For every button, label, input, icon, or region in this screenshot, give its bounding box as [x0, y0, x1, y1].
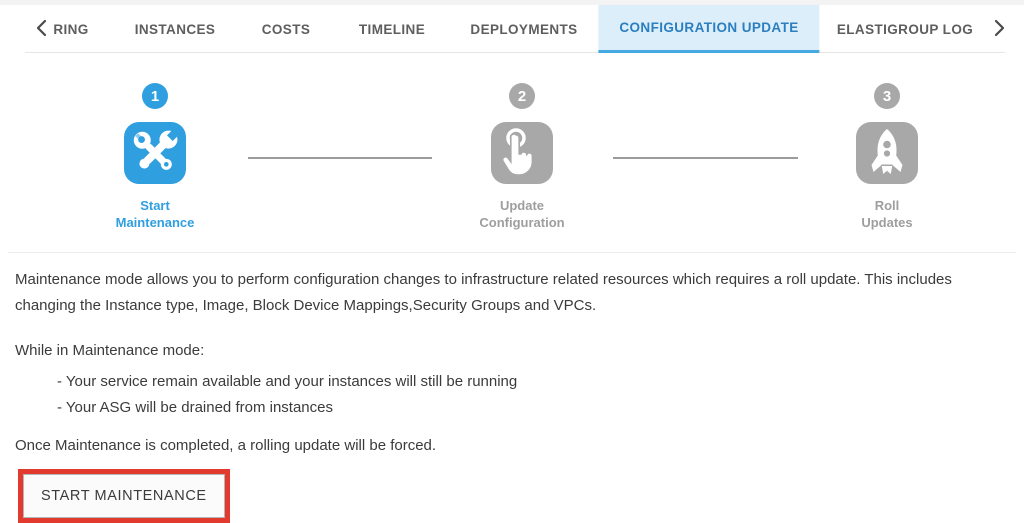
maintenance-bullet-list: [57, 369, 1009, 421]
rocket-icon: [855, 121, 919, 185]
maintenance-intro-text: Maintenance mode allows you to perform configuration changes to infrastructure related resources which requires a roll update. This includes changing the Instance type, Image, Block Device Mappings,Security Groups and VPCs.: [15, 271, 952, 314]
tab-bar: [0, 5, 1024, 53]
tap-hand-icon: [490, 121, 554, 185]
tab-timeline[interactable]: TIMELINE: [358, 21, 426, 37]
step-start-maintenance: [80, 83, 230, 231]
tab-costs[interactable]: COSTS: [261, 21, 311, 37]
step-number-badge: 3: [874, 83, 900, 109]
step-label: Roll Updates: [861, 198, 913, 230]
step-label: Update Configuration: [479, 198, 565, 230]
step-label: Start Maintenance: [115, 198, 195, 230]
step-update-configuration: [447, 83, 597, 231]
tab-ring[interactable]: RING: [53, 21, 89, 37]
wizard-steps: [0, 53, 1024, 252]
step-connector: [613, 157, 798, 159]
section-divider: [8, 252, 1016, 253]
tab-instances[interactable]: INSTANCES: [134, 21, 216, 37]
red-highlight-annotation: [18, 469, 230, 523]
maintenance-description: [0, 267, 1024, 523]
crossed-tools-icon: [123, 121, 187, 185]
tab-elastigroup-log[interactable]: ELASTIGROUP LOG: [836, 21, 974, 37]
step-number-badge: 2: [509, 83, 535, 109]
tab-configuration-update[interactable]: CONFIGURATION UPDATE: [598, 5, 819, 53]
rolling-update-note: Once Maintenance is completed, a rolling update will be forced.: [15, 437, 437, 454]
while-in-maintenance-heading: While in Maintenance mode:: [15, 342, 205, 359]
start-maintenance-button[interactable]: START MAINTENANCE: [23, 474, 225, 518]
step-connector: [248, 157, 432, 159]
chevron-right-icon[interactable]: [986, 5, 1012, 50]
step-roll-updates: [812, 83, 962, 231]
tab-deployments[interactable]: DEPLOYMENTS: [470, 21, 578, 37]
bullet-item: - Your ASG will be drained from instances: [57, 399, 333, 416]
step-number-badge: 1: [142, 83, 168, 109]
bullet-item: - Your service remain available and your instances will still be running: [57, 373, 518, 390]
